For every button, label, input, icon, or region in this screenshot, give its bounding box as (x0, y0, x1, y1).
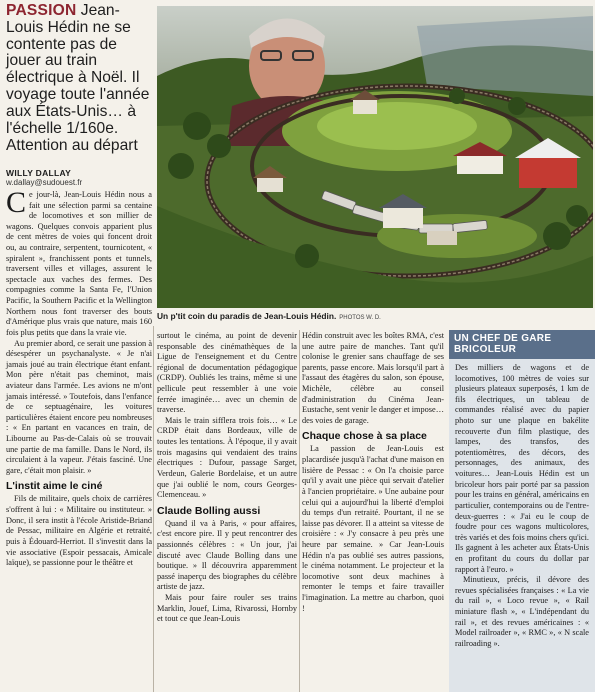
article-column-1 (6, 186, 152, 569)
dropcap: C (6, 186, 27, 219)
sidebar-paragraph: Minutieux, précis, il dévore des revues spécialisées françaises : « La vie du rail », « Loco revue », « Rail miniature flash », « L'indépendant du rail », et des revues américaines : « Model railroader », « RMC », « N scale railroading ». (455, 575, 589, 648)
headline-kicker: PASSION (6, 2, 77, 19)
model-railway-illustration (157, 6, 593, 308)
photo-caption: Un p'tit coin du paradis de Jean-Louis Hédin. PHOTOS W. D. (157, 311, 381, 321)
subheading: Chaque chose à sa place (302, 430, 427, 443)
paragraph: Mais pour faire rouler ses trains Marklin, Jouef, Lima, Rivarossi, Hornby et tout ce que Jean-Louis (157, 593, 297, 624)
article-column-2 (157, 331, 297, 625)
sidebar-box (449, 330, 595, 692)
byline (6, 168, 154, 187)
paragraph: Hédin construit avec les boîtes RMA, c'est une autre paire de manches. Tant qu'il colonise le grenier sans chauffage de ses parents, passe encore. Mais lorsqu'il part à l'assaut des étagères du salon, son épouse, Michèle, célèbre au conseil d'administration du Cinéma Jean-Eustache, sent venir le danger et impose… des voies de garage. (302, 331, 444, 425)
paragraph: La passion de Jean-Louis est placardisée jusqu'à l'achat d'une maison en lisière de Pessac : « On l'a choisie parce qu'il y avait une pièce qui servait d'atelier à l'ancien propriétaire. » Une aubaine pour celui qui a aujourd'hui la liberté d'emploi du temps d'un retraité. Pourtant, il ne se laisse pas dévorer. Il a atteint sa vitesse de croisière : « J'y consacre à peu près une heure par semaine. » Car Jean-Louis Hédin n'a pas oublié ses autres passions, le cinéma notamment. Le projecteur et la locomotive sont deux machines à remonter le temps et faire travailler l'imagination. La mettre au charbon, quoi ! (302, 444, 444, 613)
subheading: Claude Bolling aussi (157, 504, 261, 517)
article-column-3 (302, 331, 444, 614)
column-divider (153, 326, 154, 692)
paragraph: Au premier abord, ce serait une passion à désespérer un psychanalyste. « Je n'ai jamais joué au train électrique étant enfant. Mon père n'était pas cheminot, mais aviateur dans l'armée. Les avions ne m'ont jamais intéressé. » Toutefois, dans l'enfance de ce septuagénaire, les voitures particulières étaient encore peu nombreuses : « En partant en vacances en train, de Libourne au Pas-de-Calais où se trouvait une partie de ma famille. Dans le Nord, ils circulaient à la vapeur. J'étais fasciné. Une gare, c'était mon plaisir. » (6, 338, 152, 475)
photo-model-railway (157, 6, 593, 308)
subheading: L'instit aime le ciné (6, 480, 103, 493)
paragraph: Ce jour-là, Jean-Louis Hédin nous a fait une sélection parmi sa centaine de locomotives et son millier de wagons. Quelques convois apparient plus de cent mètres de voies qui foncent droit ou, au contraire, serpentent, tournicotent, « spiralent », franchissent ponts et tunnels, traversent villes et villages, assurent le spectacle aux vaches des fermes. Des compagnies comme la Santa Fe, l'Union Pacific, la Southern Pacific et la Wellington Northern nous font traverser des bouts d'Amérique plus vrais que nature, mais 160 fois plus petits que dans la vraie vie. (6, 186, 152, 337)
sidebar-title: UN CHEF DE GARE BRICOLEUR (449, 330, 595, 359)
author-name: WILLY DALLAY (6, 168, 72, 178)
paragraph: Fils de militaire, quels choix de carrières s'offrent à lui : « Militaire ou instituteur. » Donc, il sera instit à l'école Aristide-Briand de Pessac, militaire en Algérie et retraité, puis à Édouard-Herriot. Il s'investit dans la vie associative (Espoir pessacais, Amicale laïque), se passionne pour le théâtre et (6, 494, 152, 568)
author-email[interactable]: w.dallay@sudouest.fr (6, 178, 83, 187)
photo-credit: PHOTOS W. D. (339, 315, 381, 321)
paragraph: Quand il va à Paris, « pour affaires, c'est encore pire. Il y peut rencontrer des passionnés célèbres : « Un jour, j'ai discuté avec Claude Bolling dans une boutique. » Il découvrira apparemment passé inaperçu des biographes du célèbre artiste de jazz. (157, 518, 297, 592)
sidebar-paragraph: Des milliers de wagons et de locomotives, 100 mètres de voies sur plusieurs plateaux superposés, 1 km de fils électriques, un tableau de commandes réalisé avec du papier photo sur une plaque en bakélite recouverte d'un film plastique, des lampes, des transfos, des potentiomètres, des décors, des personnages, des animaux, des voitures… Jean-Louis Hédin est un bricoleur hors pair porté par sa passion pour les trains en général, américains en particulier, contemporains ou de l'entre-deux-guerres : « J'ai eu le coup de foudre pour ces wagons multicolores, très variés et des fois moins chers qu'ici. Ils gagnent à les acheter aux États-Unis en profitant du cours du dollar par rapport à l'euro. » (455, 363, 589, 574)
column-divider (299, 330, 300, 692)
headline (6, 3, 152, 154)
headline-text: Jean-Louis Hédin ne se contente pas de jouer au train électrique à Noël. Il voyage toute l'année aux États-Unis… à l'échelle 1/160e. Attention au départ (6, 2, 150, 154)
paragraph: surtout le cinéma, au point de devenir responsable des cinémathèques de la Ligue de l'enseignement et du Centre régional de documentation pédagogique (CRDP). Oubliés les trains, même si une pellicule peut ressembler à une voie ferrée imaginée… avec un chemin de traverse. (157, 331, 297, 415)
paragraph: Mais le train sifflera trois fois… « Le CRDP était dans Bordeaux, ville de toutes les tentations. À l'époque, il y avait trois magasins qui vendaient des trains électriques : Dufour, passage Sarget, Verdeun, Galerie Bordelaise, et un autre que j'ai oublié le nom, cours Georges-Clemenceau. » (157, 415, 297, 500)
